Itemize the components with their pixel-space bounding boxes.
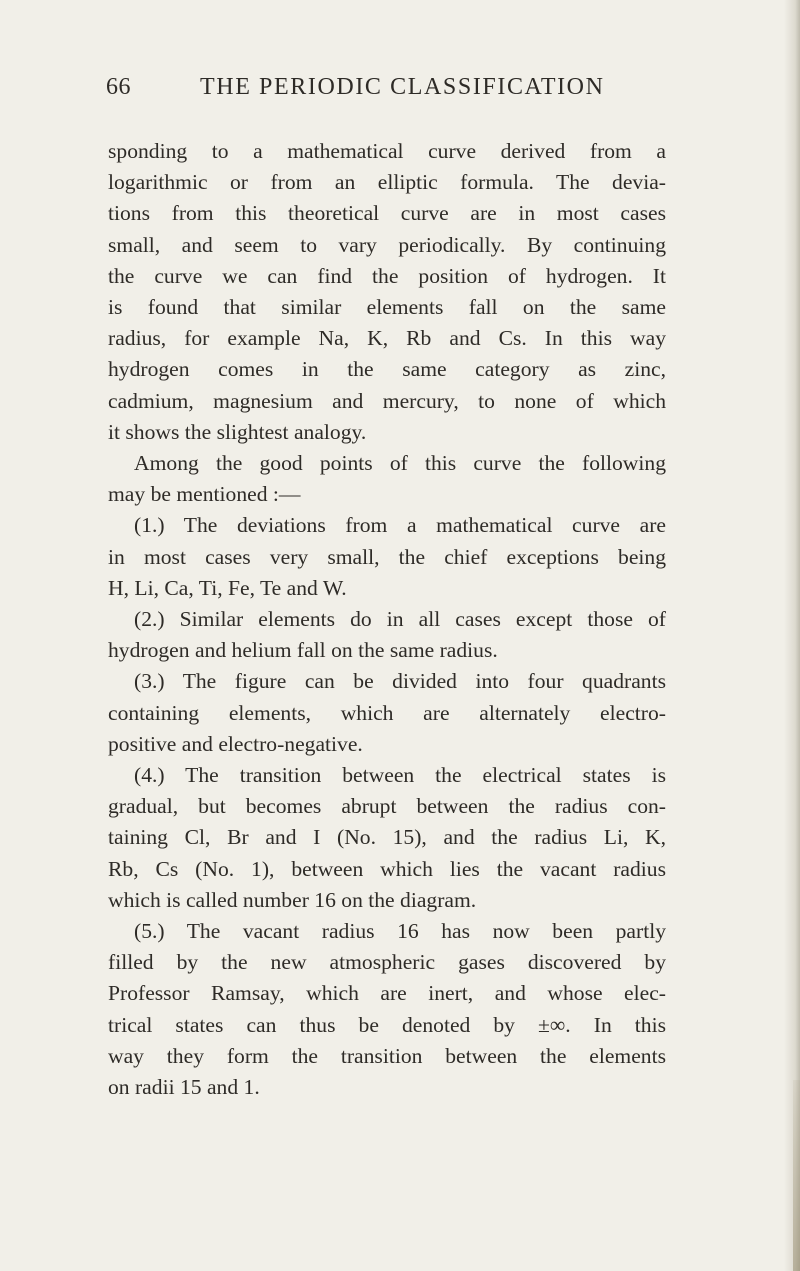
text-line: hydrogen and helium fall on the same radius.	[108, 638, 498, 663]
text-line: trical states can thus be denoted by ±∞. In this	[108, 1012, 666, 1037]
running-title: THE PERIODIC CLASSIFICATION	[200, 74, 605, 100]
text-line: (2.) Similar elements do in all cases except those of	[134, 607, 666, 632]
text-line: tions from this theoretical curve are in most cases	[108, 201, 666, 226]
text-line: may be mentioned :—	[108, 482, 301, 507]
body-text	[108, 136, 666, 1103]
text-line: which is called number 16 on the diagram.	[108, 887, 477, 912]
text-line: sponding to a mathematical curve derived from a	[108, 139, 666, 163]
text-line: radius, for example Na, K, Rb and Cs. In this way	[108, 326, 666, 351]
text-line: hydrogen comes in the same category as zinc,	[108, 357, 666, 382]
text-line: H, Li, Ca, Ti, Fe, Te and W.	[108, 575, 347, 600]
page-edge-stain	[793, 1080, 800, 1271]
text-line: filled by the new atmospheric gases discovered by	[108, 950, 666, 975]
text-line: (1.) The deviations from a mathematical curve are	[134, 513, 666, 538]
text-line: positive and electro-negative.	[108, 731, 363, 756]
text-line: the curve we can find the position of hydrogen. It	[108, 263, 666, 288]
text-line: (3.) The figure can be divided into four quadrants	[134, 669, 666, 694]
text-line: it shows the slightest analogy.	[108, 419, 367, 444]
text-line: way they form the transition between the elements	[108, 1043, 666, 1068]
text-line: on radii 15 and 1.	[108, 1075, 260, 1100]
text-line: (5.) The vacant radius 16 has now been partly	[134, 919, 666, 944]
text-line: small, and seem to vary periodically. By continuing	[108, 232, 666, 257]
text-line: Among the good points of this curve the following	[134, 451, 666, 476]
text-line: containing elements, which are alternately electro-	[108, 700, 666, 725]
text-line: cadmium, magnesium and mercury, to none of which	[108, 388, 666, 413]
text-line: in most cases very small, the chief exceptions being	[108, 544, 666, 569]
text-line: Rb, Cs (No. 1), between which lies the vacant radius	[108, 856, 666, 881]
text-line: gradual, but becomes abrupt between the radius con-	[108, 794, 666, 819]
text-line: Professor Ramsay, which are inert, and whose elec-	[108, 981, 666, 1006]
page-number: 66	[106, 74, 131, 100]
text-line: is found that similar elements fall on the same	[108, 295, 666, 320]
text-line: taining Cl, Br and I (No. 15), and the radius Li, K,	[108, 825, 666, 850]
text-line: logarithmic or from an elliptic formula. The devia-	[108, 170, 666, 195]
text-line: (4.) The transition between the electrical states is	[134, 763, 666, 788]
running-head	[106, 74, 666, 110]
